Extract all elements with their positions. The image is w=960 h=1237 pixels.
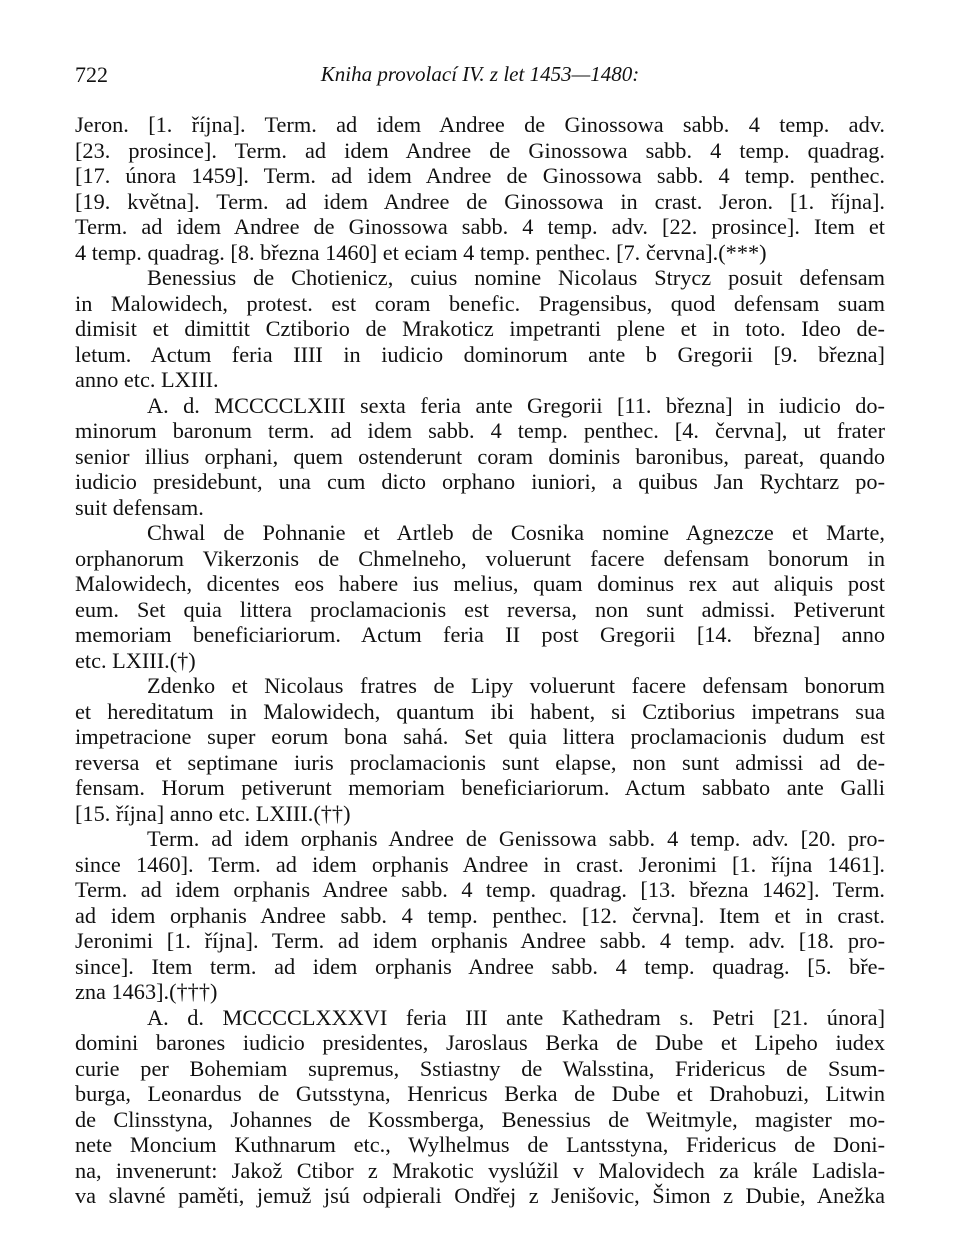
text-line: iudicio presidebunt, una cum dicto orphano iuniori, a quibus Jan Rychtarz po- — [75, 469, 885, 494]
text-line: etc. LXIII.(†) — [75, 647, 196, 673]
text-line: na, invenerunt: Jakož Ctibor z Mrakotic vyslúžil v Malovidech za krále Ladisla- — [75, 1157, 885, 1183]
text-line: Term. ad idem orphanis Andree de Genissowa sabb. 4 temp. adv. [20. pro- — [147, 826, 885, 851]
text-line: [17. února 1459]. Term. ad idem Andree de Ginossowa sabb. 4 temp. penthec. — [75, 163, 885, 188]
text-line: [19. května]. Term. ad idem Andree de Ginossowa in crast. Jeron. [1. října]. — [75, 188, 885, 214]
text-body — [75, 112, 885, 1209]
text-line: Term. ad idem orphanis Andree sabb. 4 temp. quadrag. [13. března 1462]. Term. — [75, 877, 885, 902]
text-line: curie per Bohemiam supremus, Sstiastny de Walsstina, Fridericus de Ssum- — [75, 1055, 885, 1081]
text-line: Benessius de Chotienicz, cuius nomine Nicolaus Strycz posuit defensam — [147, 265, 885, 290]
text-line: Chwal de Pohnanie et Artleb de Cosnika nomine Agnezcze et Marte, — [147, 520, 885, 545]
text-line: A. d. MCCCCLXIII sexta feria ante Gregorii [11. března] in iudicio do- — [147, 392, 885, 418]
page-header — [75, 62, 885, 92]
text-line: va slavné paměti, jemuž jsú odpierali Ondřej z Jenišovic, Šimon z Dubie, Anežka — [75, 1183, 885, 1208]
text-line: in Malowidech, protest. est coram benefic. Pragensibus, quod defensam suam — [75, 290, 885, 316]
text-line: Jeronimi [1. října]. Term. ad idem orphanis Andree sabb. 4 temp. adv. [18. pro- — [75, 928, 885, 953]
text-line: since]. Item term. ad idem orphanis Andree sabb. 4 temp. quadrag. [5. bře- — [75, 953, 885, 979]
running-title: Kniha provolací IV. z let 1453—1480: — [320, 62, 640, 86]
text-line: impetracione super eorum bona sahá. Set quia littera proclamacionis dudum est — [75, 724, 885, 749]
text-line: 4 temp. quadrag. [8. března 1460] et eciam 4 temp. penthec. [7. června].(***) — [75, 239, 767, 265]
page-number: 722 — [75, 62, 108, 87]
text-line: Jeron. [1. října]. Term. ad idem Andree de Ginossowa sabb. 4 temp. adv. — [75, 112, 885, 137]
text-line: Term. ad idem Andree de Ginossowa sabb. 4 temp. adv. [22. prosince]. Item et — [75, 214, 885, 239]
text-line: minorum baronum term. ad idem sabb. 4 temp. penthec. [4. června], ut frater — [75, 418, 885, 443]
text-line: burga, Leonardus de Gutsstyna, Henricus Berka de Dube et Drahobuzi, Litwin — [75, 1081, 885, 1106]
text-line: Malowidech, dicentes eos habere ius melius, quam dominus rex aut aliquis post — [75, 571, 885, 596]
text-line: orphanorum Vikerzonis de Chmelneho, voluerunt facere defensam bonorum in — [75, 545, 885, 571]
text-line: zna 1463].(†††) — [75, 979, 218, 1004]
text-line: letum. Actum feria IIII in iudicio dominorum ante b Gregorii [9. března] — [75, 341, 885, 367]
text-line: since 1460]. Term. ad idem orphanis Andree in crast. Jeronimi [1. října 1461]. — [75, 851, 885, 877]
text-line: fensam. Horum petiverunt memoriam beneficiariorum. Actum sabbato ante Galli — [75, 775, 885, 800]
text-line: reversa et septimane iuris proclamacionis sunt elapse, non sunt admissi ad de- — [75, 749, 885, 775]
text-line: suit defensam. — [75, 494, 204, 520]
text-line: [23. prosince]. Term. ad idem Andree de Ginossowa sabb. 4 temp. quadrag. — [75, 137, 885, 163]
text-line: A. d. MCCCCLXXXVI feria III ante Kathedram s. Petri [21. února] — [147, 1004, 885, 1030]
text-line: ad idem orphanis Andree sabb. 4 temp. penthec. [12. června]. Item et in crast. — [75, 902, 885, 928]
text-line: domini barones iudicio presidentes, Jaroslaus Berka de Dube et Lipeho iudex — [75, 1030, 885, 1055]
text-line: [15. října] anno etc. LXIII.(††) — [75, 800, 351, 826]
text-line: senior illius orphani, quem ostenderunt coram dominis baronibus, pareat, quando — [75, 443, 885, 469]
text-line: memoriam beneficiariorum. Actum feria II post Gregorii [14. března] anno — [75, 622, 885, 647]
text-line: et hereditatum in Malowidech, quantum ibi habent, si Cztiborius impetrans sua — [75, 698, 885, 724]
text-line: nete Moncium Kuthnarum etc., Wylhelmus de Lantsstyna, Fridericus de Doni- — [75, 1132, 885, 1157]
text-line: Zdenko et Nicolaus fratres de Lipy voluerunt facere defensam bonorum — [147, 673, 885, 698]
text-line: dimisit et dimittit Cztiborio de Mrakoticz impetranti plene et in toto. Ideo de- — [75, 316, 885, 341]
text-line: eum. Set quia littera proclamacionis est reversa, non sunt admissi. Petiverunt — [75, 596, 885, 622]
text-line: de Clinsstyna, Johannes de Kossmberga, Benessius de Weitmyle, magister mo- — [75, 1106, 885, 1132]
text-line: anno etc. LXIII. — [75, 367, 219, 392]
